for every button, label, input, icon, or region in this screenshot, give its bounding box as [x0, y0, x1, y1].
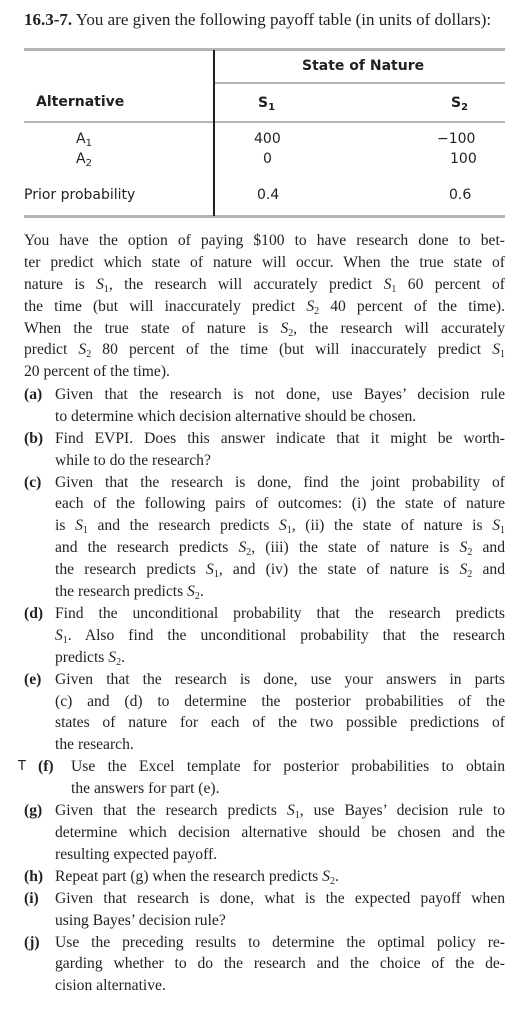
part-label: (g): [24, 802, 43, 820]
description-line: predict $S_2$ 80 percent of the time (but will inaccurately predict $S_1$: [24, 341, 505, 361]
part-line: the research predicts $S_1$, and (iv) the state of nature is $S_2$ and: [55, 561, 505, 581]
problem-description: [24, 230, 505, 383]
description-line: ter predict which state of nature will occur. When the true state of: [24, 253, 505, 271]
part-line: Given that the research predicts $S_1$, use Bayes’ decision rule to: [55, 802, 505, 822]
cell-a2-s1: 0: [263, 151, 272, 167]
part-label: (e): [24, 670, 42, 688]
part-line: garding whether to do the research and the choice of the de-: [55, 955, 505, 973]
state-of-nature-header: State of Nature: [302, 58, 425, 74]
problem-heading: [24, 10, 491, 30]
part-label: (c): [24, 473, 42, 491]
excel-template-marker: T: [18, 759, 26, 775]
question-part: [18, 756, 505, 800]
part-text: [55, 888, 505, 932]
part-label: (b): [24, 429, 44, 447]
row-label-a2: $A_2$: [76, 151, 92, 169]
part-line: resulting expected payoff.: [55, 845, 218, 863]
prior-s2: 0.6: [449, 187, 472, 203]
description-line: When the true state of nature is $S_2$, the research will accurately: [24, 319, 505, 339]
part-line: Given that the research is done, use your answers in parts: [55, 670, 505, 688]
description-line: the time (but will inaccurately predict $S_2$ 40 percent of the time).: [24, 297, 505, 317]
description-line: 20 percent of the time).: [24, 363, 170, 381]
part-label: (j): [24, 933, 40, 951]
cell-a1-s1: 400: [254, 131, 281, 147]
part-line: each of the following pairs of outcomes: (i) the state of nature: [55, 495, 505, 513]
row-label-a1: $A_1$: [76, 131, 92, 149]
part-line: (c) and (d) to determine the posterior probabilities of the: [55, 692, 505, 710]
part-line: predicts $S_2$.: [55, 648, 125, 668]
table-bottom-rule: [24, 215, 505, 218]
cell-a2-s2: 100: [450, 151, 477, 167]
description-line: nature is $S_1$, the research will accurately predict $S_1$ 60 percent of: [24, 275, 505, 295]
part-line: Find EVPI. Does this answer indicate that it might be worth-: [55, 429, 505, 447]
part-label: (d): [24, 605, 44, 622]
part-line: Given that research is done, what is the expected payoff when: [55, 889, 505, 907]
part-line: the research predicts $S_2$.: [55, 583, 204, 603]
alternative-header: Alternative: [36, 94, 125, 110]
part-label: (i): [24, 889, 39, 907]
part-line: cision alternative.: [55, 977, 166, 995]
part-line: Use the Excel template for posterior probabilities to obtain: [71, 758, 505, 776]
part-text: [55, 472, 505, 603]
table-header-rule: [215, 82, 505, 84]
table-column-divider: [213, 50, 215, 216]
part-line: Given that the research is not done, use Bayes’ decision rule: [55, 386, 505, 403]
description-line: You have the option of paying $100 to have research done to bet-: [24, 232, 505, 249]
part-label: (h): [24, 867, 44, 885]
part-label: (a): [24, 386, 43, 403]
part-line: is $S_1$ and the research predicts $S_1$, (ii) the state of nature is $S_1$: [55, 517, 506, 537]
table-subheader-rule: [24, 121, 505, 123]
part-text: [55, 932, 505, 998]
prior-probability-label: Prior probability: [24, 187, 136, 203]
part-line: states of nature for each of the two possible predictions of: [55, 714, 505, 732]
question-part: [24, 888, 505, 932]
question-part: [24, 428, 505, 472]
part-text: [55, 800, 505, 866]
problem-number: 16.3-7.: [24, 10, 73, 29]
column-header-s2: $S_2$: [451, 95, 469, 113]
part-line: Find the unconditional probability that the research predicts: [55, 605, 505, 622]
part-text: [55, 669, 505, 757]
part-line: $S_1$. Also find the unconditional probability that the research: [55, 626, 505, 646]
column-header-s1: $S_1$: [258, 95, 276, 113]
part-text: [55, 384, 505, 428]
part-line: Use the preceding results to determine the optimal policy re-: [55, 933, 505, 951]
prior-s1: 0.4: [257, 187, 280, 203]
table-top-rule: [24, 48, 505, 51]
part-text: [71, 756, 505, 800]
part-line: Repeat part (g) when the research predicts $S_2$.: [55, 867, 339, 887]
part-line: and the research predicts $S_2$, (iii) the state of nature is $S_2$ and: [55, 539, 505, 559]
part-line: determine which decision alternative should be chosen and the: [55, 823, 505, 841]
part-line: the research.: [55, 736, 134, 754]
part-line: while to do the research?: [55, 451, 211, 469]
question-part: [24, 866, 505, 888]
question-part: [24, 800, 505, 866]
question-part: [24, 384, 505, 428]
question-part: [24, 932, 505, 998]
question-part: [24, 472, 505, 603]
part-line: using Bayes’ decision rule?: [55, 911, 226, 929]
part-label: (f): [38, 758, 54, 776]
problem-intro: You are given the following payoff table (in units of dollars):: [75, 10, 492, 29]
part-line: to determine which decision alternative should be chosen.: [55, 407, 417, 425]
question-part: [24, 603, 505, 669]
part-text: [55, 603, 505, 669]
part-line: the answers for part (e).: [71, 780, 220, 798]
question-part: [24, 669, 505, 757]
part-text: [55, 428, 505, 472]
part-text: [55, 866, 505, 888]
part-line: Given that the research is done, find the joint probability of: [55, 473, 505, 491]
cell-a1-s2: −100: [437, 131, 476, 147]
